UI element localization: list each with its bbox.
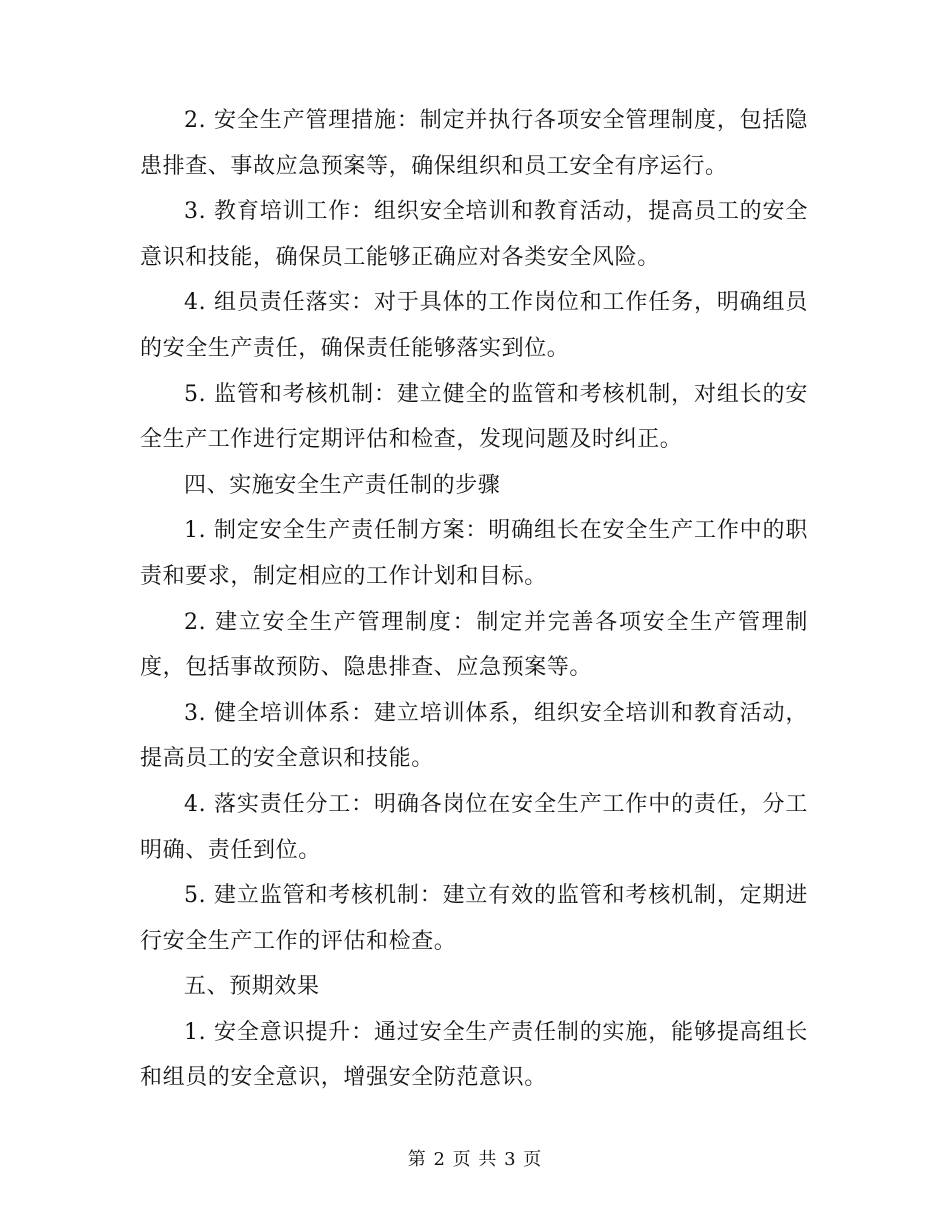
- paragraph-item-4-member-duty: 4. 组员责任落实：对于具体的工作岗位和工作任务，明确组员的安全生产责任，确保责任能够落实到位。: [140, 290, 808, 361]
- paragraph-step-5-supervision: 5. 建立监管和考核机制：建立有效的监管和考核机制，定期进行安全生产工作的评估和检查。: [140, 883, 808, 954]
- document-body: [140, 98, 808, 1101]
- section-heading-expected-effect: 五、预期效果: [184, 974, 320, 1000]
- section-heading-steps: 四、实施安全生产责任制的步骤: [184, 472, 501, 498]
- paragraph-item-3-training: 3. 教育培训工作：组织安全培训和教育活动，提高员工的安全意识和技能，确保员工能够正确应对各类安全风险。: [140, 199, 808, 270]
- page-footer: 第 2 页 共 3 页: [407, 1149, 543, 1170]
- paragraph-item-5-supervision: 5. 监管和考核机制：建立健全的监管和考核机制，对组长的安全生产工作进行定期评估和检查，发现问题及时纠正。: [140, 381, 808, 453]
- paragraph-item-2-measures: 2. 安全生产管理措施：制定并执行各项安全管理制度，包括隐患排查、事故应急预案等，确保组织和员工安全有序运行。: [140, 108, 808, 179]
- paragraph-step-2-system: 2. 建立安全生产管理制度：制定并完善各项安全生产管理制度，包括事故预防、隐患排查、应急预案等。: [140, 609, 808, 681]
- paragraph-step-3-training: 3. 健全培训体系：建立培训体系，组织安全培训和教育活动，提高员工的安全意识和技能。: [140, 700, 808, 772]
- paragraph-effect-1-awareness: 1. 安全意识提升：通过安全生产责任制的实施，能够提高组长和组员的安全意识，增强安全防范意识。: [140, 1019, 808, 1091]
- paragraph-step-1-plan: 1. 制定安全生产责任制方案：明确组长在安全生产工作中的职责和要求，制定相应的工作计划和目标。: [140, 518, 808, 589]
- paragraph-step-4-division: 4. 落实责任分工：明确各岗位在安全生产工作中的责任，分工明确、责任到位。: [140, 791, 808, 863]
